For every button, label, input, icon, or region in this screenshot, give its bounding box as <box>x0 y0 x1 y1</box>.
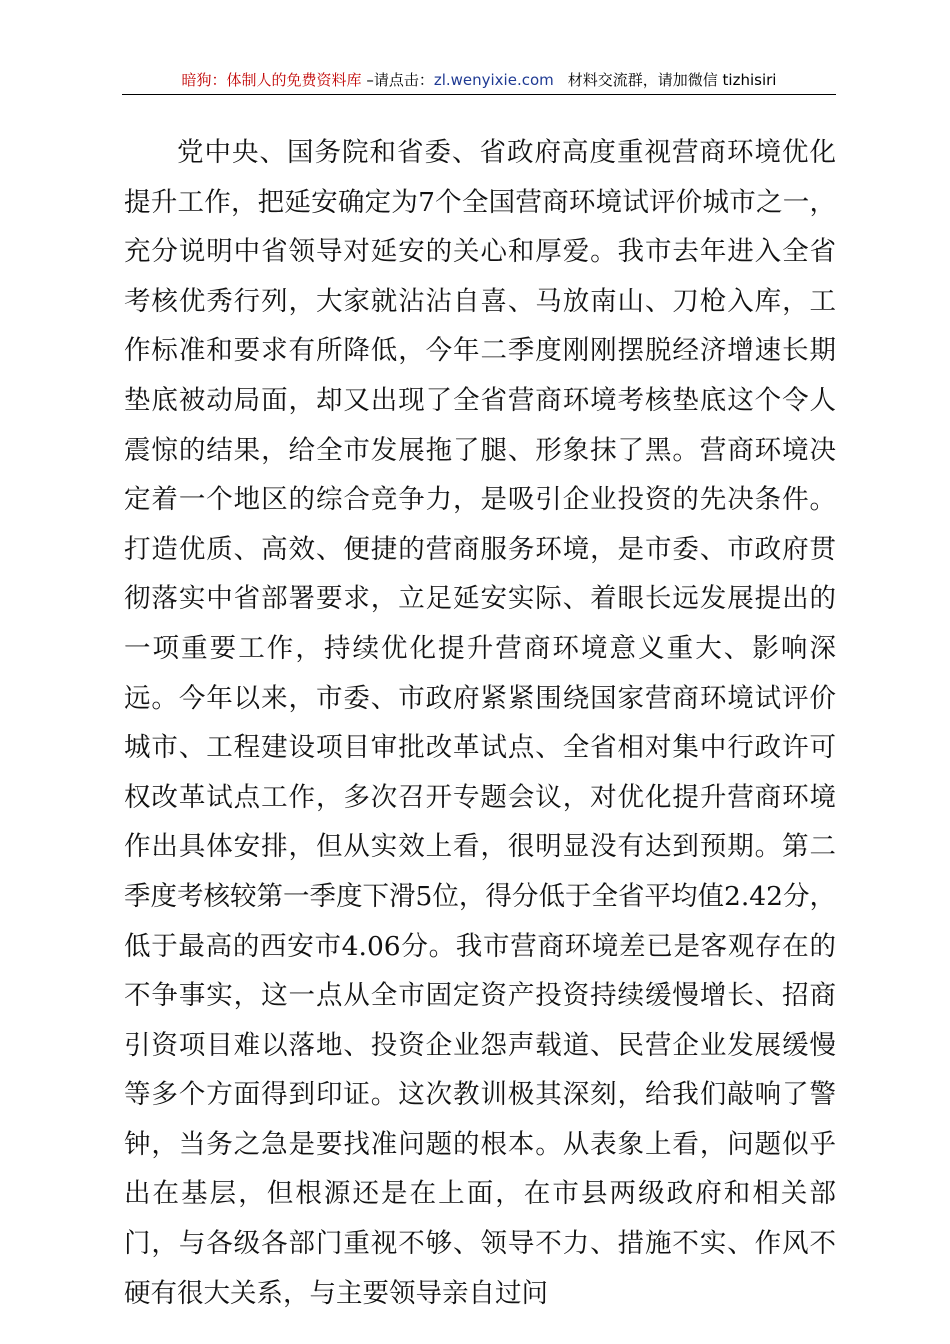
header-prompt-text: –请点击： <box>361 71 434 89</box>
header-link[interactable]: zl.wenyixie.com <box>433 71 554 89</box>
page-header <box>122 66 836 95</box>
header-brand-text: 暗狗：体制人的免费资料库 <box>181 71 362 89</box>
header-group-text: 材料交流群，请加微信 tizhisiri <box>567 71 777 89</box>
body-paragraph: 党中央、国务院和省委、省政府高度重视营商环境优化提升工作，把延安确定为7个全国营商环境试评价城市之一，充分说明中省领导对延安的关心和厚爱。我市去年进入全省考核优秀行列，大家就沾沾自喜、马放南山、刀枪入库，工作标准和要求有所降低，今年二季度刚刚摆脱经济增速长期垫底被动局面，却又出现了全省营商环境考核垫底这个令人震惊的结果，给全市发展拖了腿、形象抹了黑。营商环境决定着一个地区的综合竞争力，是吸引企业投资的先决条件。打造优质、高效、便捷的营商服务环境，是市委、市政府贯彻落实中省部署要求，立足延安实际、着眼长远发展提出的一项重要工作，持续优化提升营商环境意义重大、影响深远。今年以来，市委、市政府紧紧围绕国家营商环境试评价城市、工程建设项目审批改革试点、全省相对集中行政许可权改革试点工作，多次召开专题会议，对优化提升营商环境作出具体安排，但从实效上看，很明显没有达到预期。第二季度考核较第一季度下滑5位，得分低于全省平均值2.42分，低于最高的西安市4.06分。我市营商环境差已是客观存在的不争事实，这一点从全市固定资产投资持续缓慢增长、招商引资项目难以落地、投资企业怨声载道、民营企业发展缓慢等多个方面得到印证。这次教训极其深刻，给我们敲响了警钟，当务之急是要找准问题的根本。从表象上看，问题似乎出在基层，但根源还是在上面，在市县两级政府和相关部门，与各级各部门重视不够、领导不力、措施不实、作风不硬有很大关系，与主要领导亲自过问 <box>124 137 836 1309</box>
